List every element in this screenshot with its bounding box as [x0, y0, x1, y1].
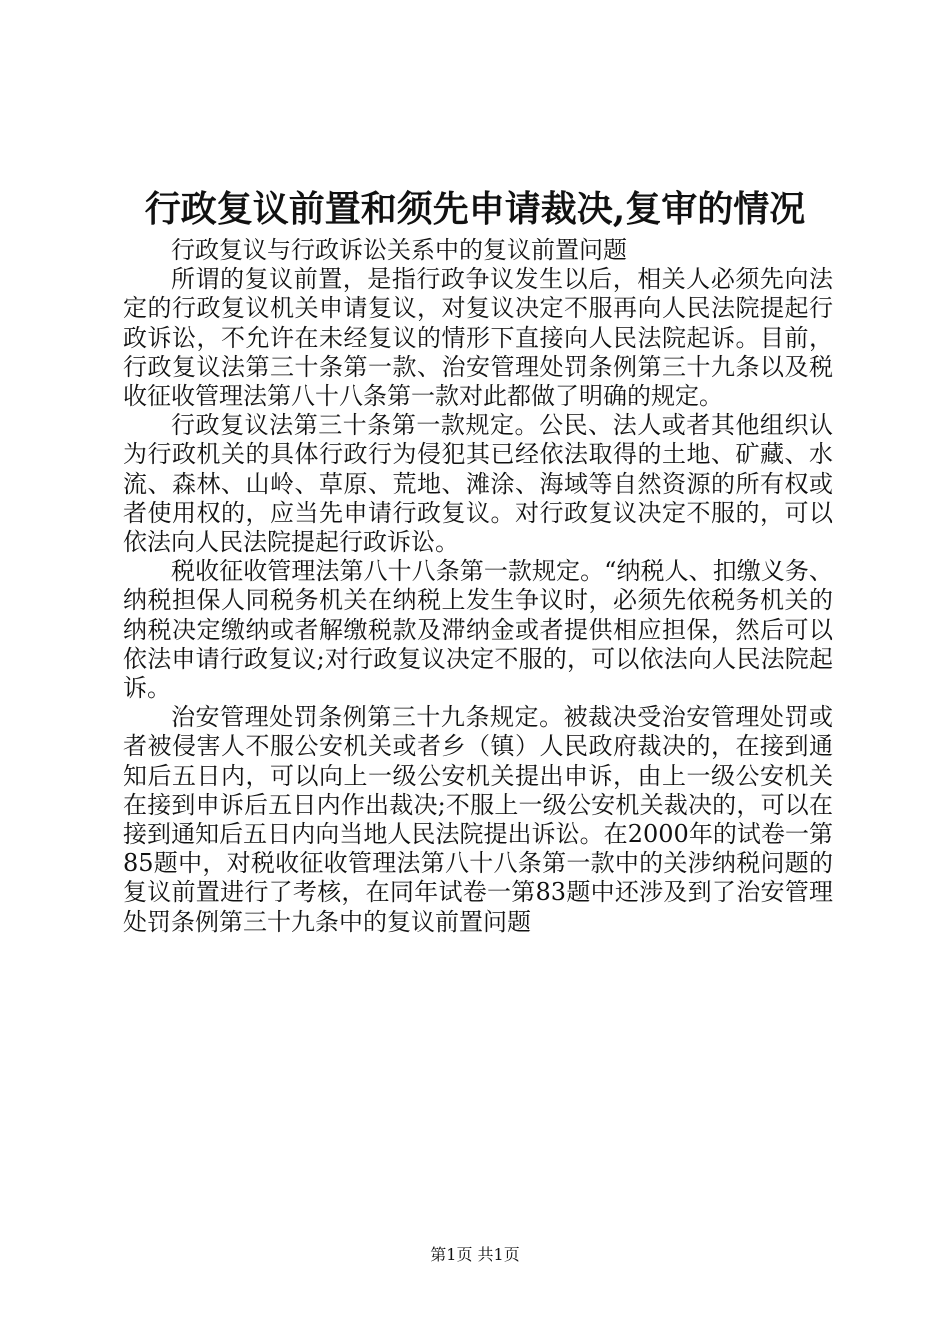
document-body [123, 236, 833, 937]
paragraph-public-security: 治安管理处罚条例第三十九条规定。被裁决受治安管理处罚或者被侵害人不服公安机关或者乡（镇）人民政府裁决的，在接到通知后五日内，可以向上一级公安机关提出申诉，由上一级公安机关在接到申诉后五日内作出裁决;不服上一级公安机关裁决的，可以在接到通知后五日内向当地人民法院提出诉讼。在2000年的试卷一第85题中，对税收征收管理法第八十八条第一款中的关涉纳税问题的复议前置进行了考核，在同年试卷一第83题中还涉及到了治安管理处罚条例第三十九条中的复议前置问题 [123, 703, 833, 936]
paragraph-tax-law: 税收征收管理法第八十八条第一款规定。“纳税人、扣缴义务、纳税担保人同税务机关在纳税上发生争议时，必须先依税务机关的纳税决定缴纳或者解缴税款及滞纳金或者提供相应担保，然后可以依法申请行政复议;对行政复议决定不服的，可以依法向人民法院起诉。 [123, 557, 833, 703]
paragraph-definition: 所谓的复议前置，是指行政争议发生以后，相关人必须先向法定的行政复议机关申请复议，对复议决定不服再向人民法院提起行政诉讼，不允许在未经复议的情形下直接向人民法院起诉。目前，行政复议法第三十条第一款、治安管理处罚条例第三十九条以及税收征收管理法第八十八条第一款对此都做了明确的规定。 [123, 265, 833, 411]
document-subtitle: 行政复议与行政诉讼关系中的复议前置问题 [171, 236, 627, 264]
document-title: 行政复议前置和须先申请裁决,复审的情况 [144, 188, 806, 230]
paragraph-admin-review-law: 行政复议法第三十条第一款规定。公民、法人或者其他组织认为行政机关的具体行政行为侵犯其已经依法取得的土地、矿藏、水流、森林、山岭、草原、荒地、滩涂、海域等自然资源的所有权或者使用权的，应当先申请行政复议。对行政复议决定不服的，可以依法向人民法院提起行政诉讼。 [123, 411, 833, 557]
page-footer: 第1页 共1页 [430, 1245, 520, 1264]
